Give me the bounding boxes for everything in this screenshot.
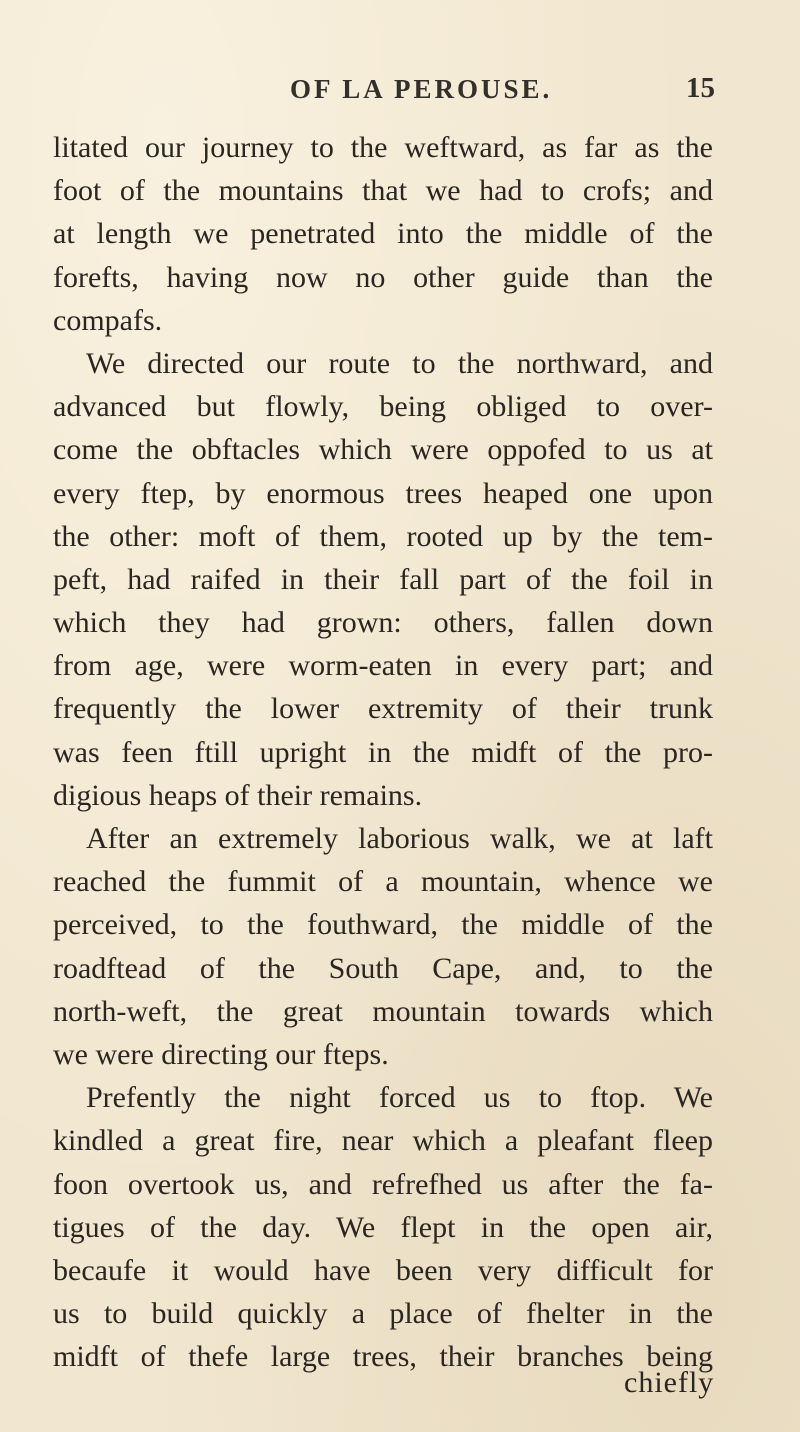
text-line: perceived, to the fouthward, the middle of the [53, 908, 713, 942]
text-line: litated our journey to the weftward, as far as the [53, 131, 713, 164]
text-line: from age, were worm-eaten in every part; and [53, 649, 713, 683]
body-text [53, 126, 713, 1378]
text-line: the other: moft of them, rooted up by the tem- [53, 519, 713, 553]
text-line: forefts, having now no other guide than the [53, 260, 713, 294]
text-line: at length we penetrated into the middle of the [53, 217, 713, 251]
text-line: peft, had raifed in their fall part of the foil in [53, 562, 713, 596]
text-line: us to build quickly a place of fhelter in the [53, 1297, 713, 1331]
text-line: we were directing our fteps. [53, 1037, 389, 1071]
text-line: compafs. [53, 303, 163, 337]
running-title: OF LA PEROUSE. [290, 74, 553, 104]
text-line: kindled a great fire, near which a pleafant fleep [53, 1124, 713, 1158]
text-line: foon overtook us, and refrefhed us after the fa- [53, 1167, 713, 1201]
text-line: After an extremely laborious walk, we at laft [86, 822, 713, 855]
catchword: chiefly [624, 1366, 715, 1399]
text-line: come the obftacles which were oppofed to us at [53, 433, 713, 467]
running-head [0, 68, 800, 108]
text-line: We directed our route to the northward, and [86, 346, 713, 380]
text-line: advanced but flowly, being obliged to over- [53, 390, 713, 424]
text-line: every ftep, by enormous trees heaped one upon [53, 476, 713, 510]
text-line: north-weft, the great mountain towards which [53, 994, 713, 1028]
text-line: becaufe it would have been very difficult for [53, 1253, 713, 1287]
page-number: 15 [686, 72, 715, 104]
text-line: tigues of the day. We flept in the open air, [53, 1210, 713, 1244]
text-line: which they had grown: others, fallen down [53, 606, 713, 640]
text-line: Prefently the night forced us to ftop. We [86, 1081, 713, 1115]
text-line: digious heaps of their remains. [53, 778, 423, 812]
text-line: foot of the mountains that we had to crofs; and [53, 174, 713, 208]
text-line: reached the fummit of a mountain, whence we [53, 865, 713, 899]
text-line: roadftead of the South Cape, and, to the [53, 951, 713, 985]
text-line: midft of thefe large trees, their branches being [53, 1340, 713, 1374]
text-line: was feen ftill upright in the midft of the pro- [53, 735, 713, 769]
text-line: frequently the lower extremity of their trunk [53, 692, 713, 726]
